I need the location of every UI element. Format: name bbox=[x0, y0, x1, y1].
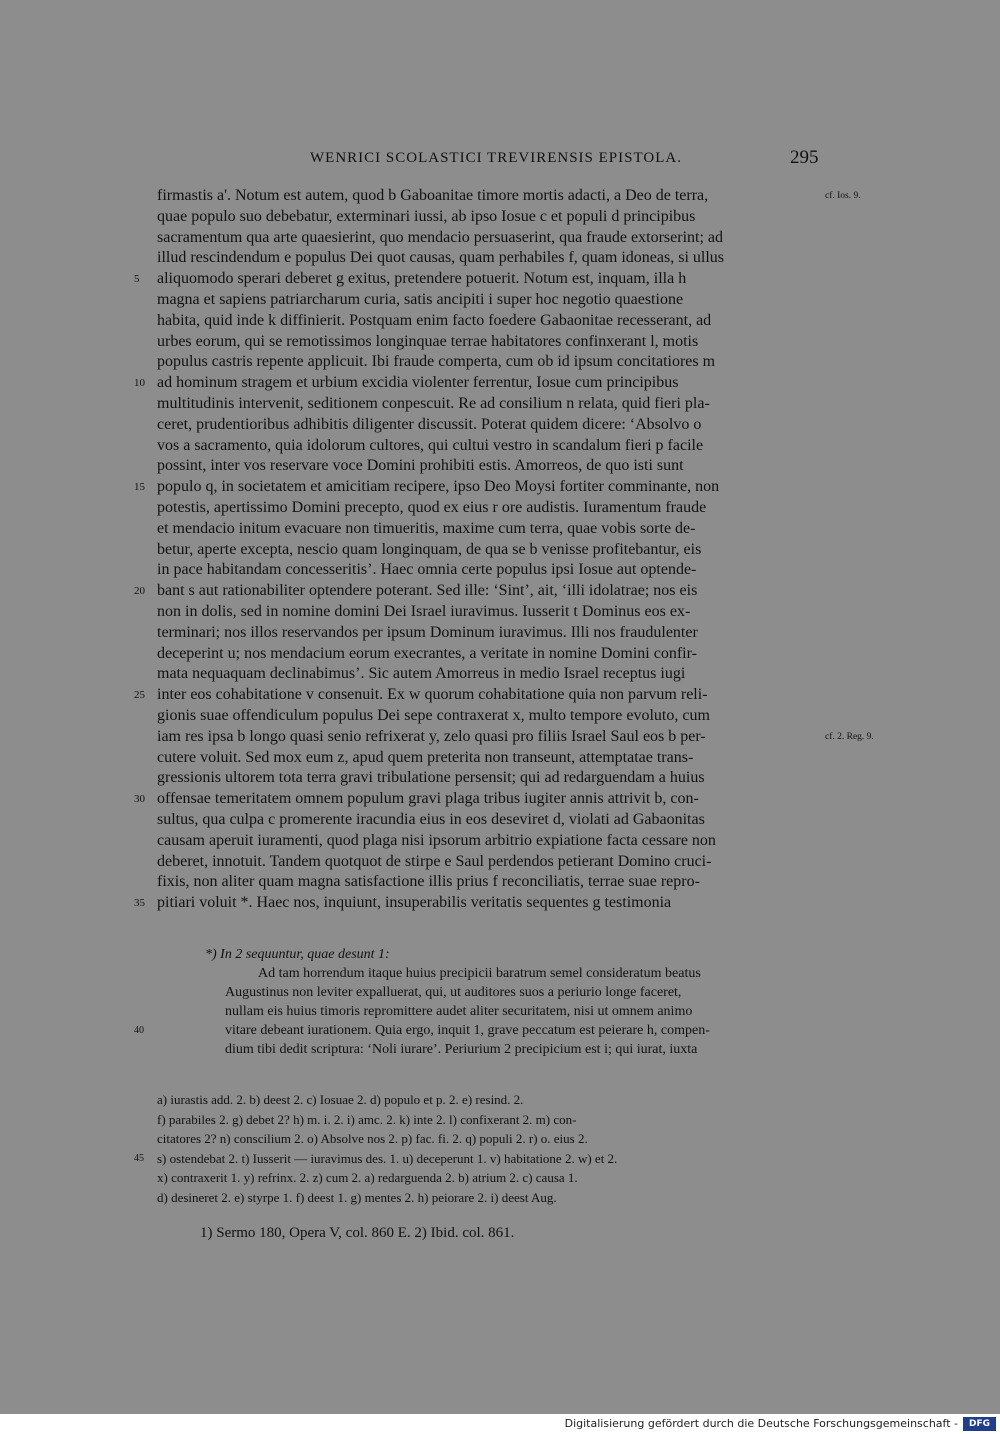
line-text: non in dolis, sed in nomine domini Dei Israel iuravimus. Iusserit t Dominus eos ex- bbox=[157, 602, 691, 620]
funding-credit: Digitalisierung gefördert durch die Deutsche Forschungsgemeinschaft - bbox=[564, 1417, 958, 1430]
margin-note: cf. Ios. 9. bbox=[825, 191, 861, 201]
variant-text: d) desineret 2. e) styrpe 1. f) deest 1. g) mentes 2. h) peiorare 2. i) deest Aug. bbox=[157, 1189, 557, 1205]
text-line bbox=[0, 602, 1000, 623]
line-number: 5 bbox=[134, 273, 140, 286]
text-line bbox=[0, 893, 1000, 914]
line-text: vos a sacramento, quia idolorum cultores, qui cultui vestro in scandalum fieri p facile bbox=[157, 436, 704, 454]
line-text: populus castris repente applicuit. Ibi fraude comperta, cum ob id ipsum concitatiores m bbox=[157, 353, 716, 371]
text-line bbox=[0, 810, 1000, 831]
text-line bbox=[0, 332, 1000, 353]
line-number: 40 bbox=[134, 1025, 144, 1036]
footnote-line bbox=[0, 1040, 1000, 1059]
line-number: 10 bbox=[134, 377, 145, 390]
line-text: inter eos cohabitatione v consenuit. Ex w quorum cohabitatione quia non parvum reli- bbox=[157, 686, 708, 704]
line-text: deberet, innotuit. Tandem quotquot de stirpe e Saul perdendos petierant Domino cruci- bbox=[157, 852, 712, 870]
line-text: firmastis a'. Notum est autem, quod b Gaboanitae timore mortis adacti, a Deo de terra, bbox=[157, 187, 709, 204]
footnote-intro: *) In 2 sequuntur, quae desunt 1: bbox=[205, 947, 390, 962]
line-number: 20 bbox=[134, 585, 145, 598]
line-text: populo q, in societatem et amicitiam recipere, ipso Deo Moysi fortiter comminante, non bbox=[157, 478, 720, 496]
variant-line bbox=[0, 1129, 1000, 1149]
text-line bbox=[0, 519, 1000, 540]
footer-bar bbox=[0, 1414, 1000, 1434]
line-text: ad hominum stragem et urbium excidia violenter ferrentur, Iosue cum principibus bbox=[157, 374, 679, 392]
line-text: potestis, apertissimo Domini precepto, quod ex eius r ore audistis. Iuramentum fraude bbox=[157, 498, 707, 516]
line-text: offensae temeritatem omnem populum gravi plaga tribus iugiter annis attrivit b, con- bbox=[157, 790, 699, 808]
page-number: 295 bbox=[790, 147, 819, 168]
text-line bbox=[0, 831, 1000, 852]
line-number: 30 bbox=[134, 793, 145, 806]
text-line bbox=[0, 394, 1000, 415]
line-text: betur, aperte excepta, nescio quam longinquam, de qua se b venisse profitebantur, eis bbox=[157, 540, 702, 558]
line-text: deceperint u; nos mendacium eorum execrantes, a veritate in nomine Domini confir- bbox=[157, 644, 697, 662]
line-text: sultus, qua culpa c promerente iracundia eius in eos deseviret d, violati ad Gabaonitas bbox=[157, 810, 705, 828]
main-text bbox=[0, 186, 1000, 914]
text-line bbox=[0, 207, 1000, 228]
margin-note: cf. 2. Reg. 9. bbox=[825, 731, 874, 742]
text-line bbox=[0, 228, 1000, 249]
text-line bbox=[0, 498, 1000, 519]
line-text: magna et sapiens patriarcharum curia, satis ancipiti i super hoc negotio quaestione bbox=[157, 290, 684, 308]
text-line bbox=[0, 664, 1000, 685]
line-number: 15 bbox=[134, 481, 145, 494]
line-text: terminari; nos illos reservandos per ipsum Dominum iuravimus. Illi nos fraudulenter bbox=[157, 623, 698, 641]
line-number: 25 bbox=[134, 689, 145, 702]
footnote-line bbox=[0, 1021, 1000, 1040]
dfg-logo: DFG bbox=[963, 1417, 996, 1431]
line-text: sacramentum qua arte quaesierint, quo mendacio persuaserint, qua fraude extorserint; ad bbox=[157, 228, 723, 246]
text-line bbox=[0, 748, 1000, 769]
text-line bbox=[0, 789, 1000, 810]
line-text: aliquomodo sperari deberet g exitus, pretendere potuerit. Notum est, inquam, illa h bbox=[157, 270, 687, 288]
variant-line bbox=[0, 1110, 1000, 1130]
variant-line bbox=[0, 1168, 1000, 1188]
text-line bbox=[0, 456, 1000, 477]
line-text: multitudinis intervenit, seditionem conpescuit. Re ad consilium n relata, quid fieri pla- bbox=[157, 394, 710, 412]
text-line bbox=[0, 415, 1000, 436]
line-text: gressionis ultorem tota terra gravi tribulatione persensit; qui ad redarguendam a huius bbox=[157, 769, 705, 787]
footnote-text: Augustinus non leviter expalluerat, qui, ut auditores suos a periurio longe faceret, bbox=[225, 985, 682, 1000]
text-line bbox=[0, 560, 1000, 581]
variant-text: f) parabiles 2. g) debet 2? h) m. i. 2. i) amc. 2. k) inte 2. l) confixerant 2. m) con- bbox=[157, 1111, 577, 1127]
footnote-line bbox=[0, 983, 1000, 1002]
text-line bbox=[0, 436, 1000, 457]
variant-readings bbox=[0, 1090, 1000, 1208]
text-line bbox=[0, 727, 1000, 748]
line-text: possint, inter vos reservare voce Domini prohibiti estis. Amorreos, de quo isti sunt bbox=[157, 457, 684, 475]
footnote-line bbox=[0, 1002, 1000, 1021]
footnote-text: dium tibi dedit scriptura: ‘Noli iurare’. Periurium 2 precipicium est i; qui iurat, iuxta bbox=[225, 1042, 698, 1057]
line-text: bant s aut rationabiliter optendere poterant. Sed ille: ‘Sint’, ait, ‘illi idolatrae; nos eis bbox=[157, 582, 698, 600]
variant-text: x) contraxerit 1. y) refrinx. 2. z) cum 2. a) redarguenda 2. b) atrium 2. c) causa 1. bbox=[157, 1170, 578, 1186]
text-line bbox=[0, 685, 1000, 706]
text-line bbox=[0, 352, 1000, 373]
line-text: gionis suae offendiculum populus Dei sepe contraxerat x, multo tempore evoluto, cum bbox=[157, 706, 710, 724]
text-line bbox=[0, 706, 1000, 727]
asterisk-footnote bbox=[0, 945, 1000, 1059]
line-text: cutere voluit. Sed mox eum z, apud quem preterita non transeunt, attemptatae trans- bbox=[157, 748, 694, 766]
variant-line bbox=[0, 1188, 1000, 1208]
line-text: quae populo suo debebatur, exterminari iussi, ab ipso Iosue c et populi d principibus bbox=[157, 207, 696, 225]
footnote-line bbox=[0, 964, 1000, 983]
footnote-intro-line bbox=[0, 945, 1000, 964]
line-text: ceret, prudentioribus adhibitis diligenter discussit. Poterat quidem dicere: ‘Absolvo o bbox=[157, 415, 702, 433]
line-text: illud rescindendum e populus Dei quot causas, quam perhabiles f, quam idoneas, si ullus bbox=[157, 249, 724, 267]
text-line bbox=[0, 540, 1000, 561]
line-text: in pace habitandam concesseritis’. Haec omnia certe populus ipsi Iosue aut optende- bbox=[157, 561, 697, 579]
footnote-text: nullam eis huius timoris repromittere audet aliter securitatem, nisi ut omnem animo bbox=[225, 1004, 693, 1019]
text-line bbox=[0, 872, 1000, 893]
line-text: fixis, non aliter quam magna satisfactione illis prius f reconciliatis, terrae suae repro- bbox=[157, 873, 700, 891]
text-line bbox=[0, 477, 1000, 498]
text-line bbox=[0, 248, 1000, 269]
line-number: 35 bbox=[134, 897, 145, 910]
running-title: WENRICI SCOLASTICI TREVIRENSIS EPISTOLA. bbox=[310, 150, 682, 166]
line-text: causam aperuit iuramenti, quod plaga nisi ipsorum arbitrio expiatione facta cessare non bbox=[157, 831, 716, 849]
page-header bbox=[0, 147, 1000, 174]
footnote-text: vitare debeant iurationem. Quia ergo, inquit 1, grave peccatum est peierare h, compen- bbox=[225, 1023, 710, 1038]
text-line bbox=[0, 644, 1000, 665]
variant-text: s) ostendebat 2. t) Iusserit — iuravimus des. 1. u) deceperunt 1. v) habitatione 2. w) et 2. bbox=[157, 1150, 618, 1166]
variant-line bbox=[0, 1090, 1000, 1110]
text-line bbox=[0, 852, 1000, 873]
text-line bbox=[0, 290, 1000, 311]
variant-text: citatores 2? n) conscilium 2. o) Absolve nos 2. p) fac. fi. 2. q) populi 2. r) o. eius 2. bbox=[157, 1131, 588, 1147]
variant-line bbox=[0, 1149, 1000, 1169]
text-line bbox=[0, 768, 1000, 789]
text-line bbox=[0, 581, 1000, 602]
text-line bbox=[0, 269, 1000, 290]
line-number: 45 bbox=[134, 1152, 144, 1164]
line-text: habita, quid inde k diffinierit. Postquam enim facto foedere Gabaonitae recesserant, ad bbox=[157, 311, 712, 329]
text-line bbox=[0, 311, 1000, 332]
text-line bbox=[0, 373, 1000, 394]
line-text: pitiari voluit *. Haec nos, inquiunt, insuperabilis veritatis sequentes g testimonia bbox=[157, 894, 672, 912]
footnote-text: Ad tam horrendum itaque huius precipicii baratrum semel consideratum beatus bbox=[258, 966, 701, 981]
source-references: 1) Sermo 180, Opera V, col. 860 E. 2) Ibid. col. 861. bbox=[200, 1225, 515, 1241]
line-text: et mendacio initum evacuare non timueritis, maxime cum terra, quae vobis sorte de- bbox=[157, 519, 696, 537]
line-text: iam res ipsa b longo quasi senio refrixerat y, zelo quasi pro filiis Israel Saul eos b per- bbox=[157, 727, 706, 745]
text-line bbox=[0, 623, 1000, 644]
line-text: urbes eorum, qui se remotissimos longinquae terrae habitatores confinxerant l, motis bbox=[157, 332, 699, 350]
text-line bbox=[0, 186, 1000, 207]
variant-text: a) iurastis add. 2. b) deest 2. c) Iosuae 2. d) populo et p. 2. e) resind. 2. bbox=[157, 1092, 524, 1107]
line-text: mata nequaquam declinabimus’. Sic autem Amorreus in medio Israel receptus iugi bbox=[157, 665, 686, 683]
